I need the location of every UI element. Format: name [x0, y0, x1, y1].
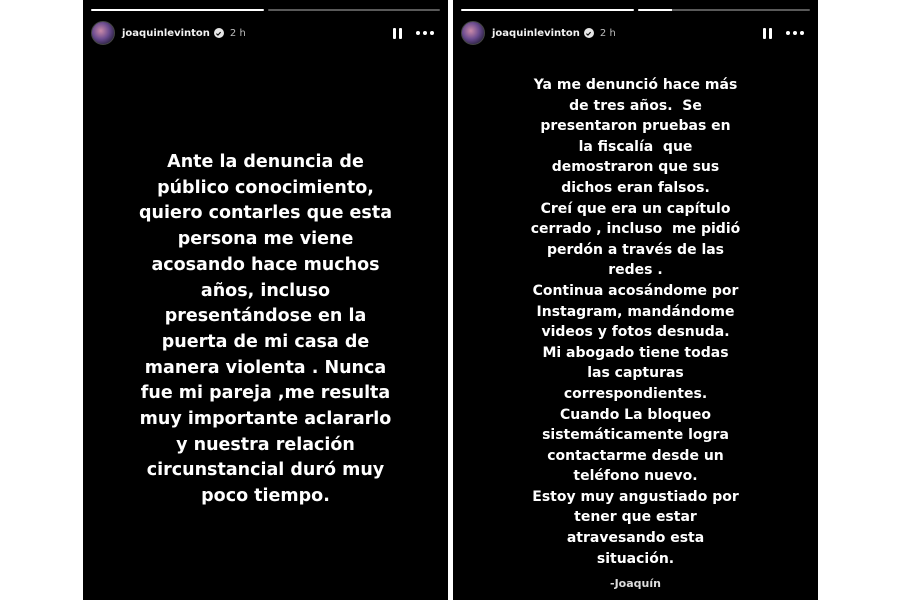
- story-panel-2[interactable]: [453, 0, 818, 600]
- caption-line: años, incluso: [200, 280, 331, 301]
- story-header: [91, 20, 440, 46]
- caption-line: Continua acosándome por: [532, 282, 739, 299]
- pause-icon[interactable]: [763, 28, 772, 39]
- caption-line: Estoy muy angustiado por: [532, 488, 739, 505]
- caption-line: fue mi pareja ,me resulta: [140, 383, 391, 404]
- caption-line: tener que estar: [574, 509, 697, 526]
- caption-line: las capturas: [587, 365, 684, 382]
- verified-badge-icon: [214, 28, 224, 38]
- caption-line: correspondientes.: [563, 385, 708, 402]
- caption-line: manera violenta . Nunca: [144, 357, 387, 378]
- caption-line: demostraron que sus: [551, 159, 720, 176]
- caption-line: puerta de mi casa de: [161, 331, 370, 352]
- progress-segment: [461, 9, 634, 11]
- caption-line: dichos eran falsos.: [561, 179, 710, 196]
- pause-icon[interactable]: [393, 28, 402, 39]
- caption-line: y nuestra relación: [176, 434, 355, 455]
- caption-line: la fiscalía que: [578, 138, 693, 155]
- avatar[interactable]: [91, 21, 115, 45]
- story-caption: [453, 75, 818, 569]
- story-timestamp: 2 h: [229, 27, 246, 39]
- caption-line: poco tiempo.: [201, 486, 330, 507]
- username[interactable]: joaquinlevinton: [492, 27, 580, 39]
- caption-line: persona me viene: [177, 229, 354, 250]
- caption-line: Ante la denuncia de: [167, 152, 364, 172]
- caption-line: videos y fotos desnuda.: [541, 324, 730, 341]
- story-header: [461, 20, 810, 46]
- caption-line: Mi abogado tiene todas: [542, 344, 729, 361]
- caption-line: público conocimiento,: [157, 177, 374, 198]
- verified-badge-icon: [584, 28, 594, 38]
- avatar[interactable]: [461, 21, 485, 45]
- username[interactable]: joaquinlevinton: [122, 27, 210, 39]
- caption-line: de tres años. Se: [569, 97, 702, 114]
- story-panel-1[interactable]: [83, 0, 448, 600]
- caption-line: sistemáticamente logra: [542, 427, 729, 444]
- caption-line: contactarme desde un: [547, 447, 724, 464]
- caption-line: presentándose en la: [164, 306, 367, 327]
- caption-line: redes .: [608, 262, 663, 279]
- caption-line: perdón a través de las: [546, 241, 725, 258]
- caption-line: acosando hace muchos: [151, 254, 380, 275]
- caption-line: cerrado , incluso me pidió: [530, 221, 741, 238]
- caption-line: presentaron pruebas en: [540, 118, 731, 135]
- caption-line: Creí que era un capítulo: [540, 200, 731, 217]
- progress-segment: [91, 9, 264, 11]
- story-timestamp: 2 h: [599, 27, 616, 39]
- progress-segment: [268, 9, 441, 11]
- story-progress-bar: [91, 9, 440, 12]
- caption-line: Ya me denunció hace más: [533, 77, 738, 93]
- caption-line: Instagram, mandándome: [536, 303, 735, 320]
- progress-segment: [638, 9, 811, 11]
- story-signature: -Joaquín: [610, 577, 661, 590]
- caption-line: teléfono nuevo.: [573, 468, 698, 485]
- caption-line: muy importante aclararlo: [139, 409, 392, 430]
- caption-line: circunstancial duró muy: [146, 460, 385, 481]
- more-options-icon[interactable]: [786, 31, 804, 35]
- caption-line: situación.: [596, 550, 675, 567]
- story-caption: [83, 150, 448, 510]
- story-progress-bar: [461, 9, 810, 12]
- caption-line: atravesando esta: [566, 530, 705, 547]
- caption-line: quiero contarles que esta: [138, 203, 393, 224]
- more-options-icon[interactable]: [416, 31, 434, 35]
- caption-line: Cuando La bloqueo: [560, 406, 711, 423]
